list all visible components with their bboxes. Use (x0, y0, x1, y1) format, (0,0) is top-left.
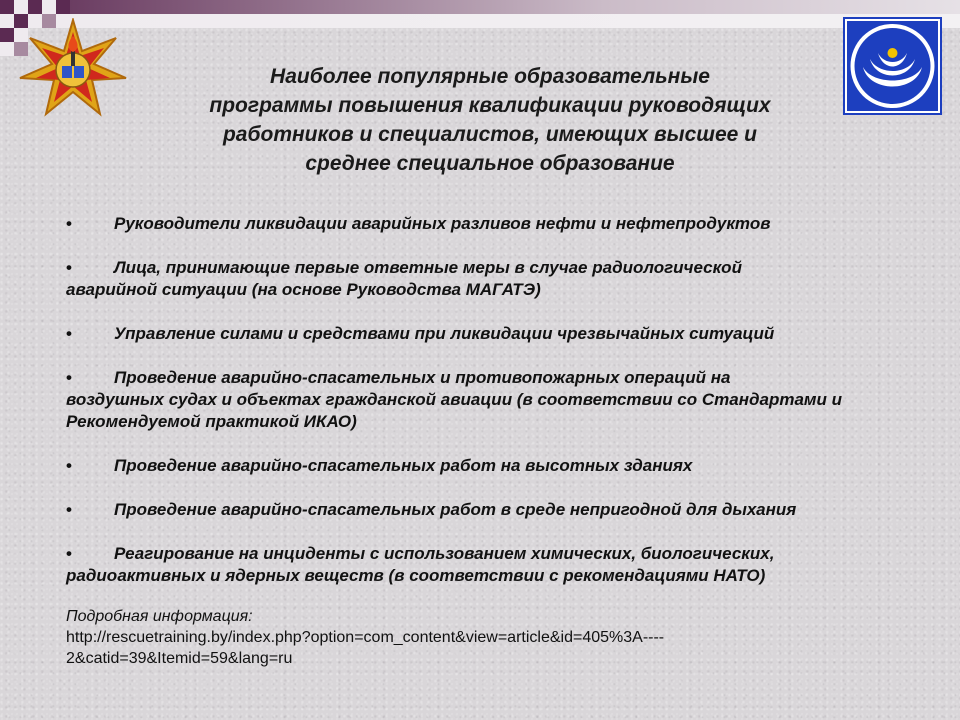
top-gradient-bar (70, 0, 960, 14)
mchs-emblem-star-icon (18, 18, 128, 118)
title-line: программы повышения квалификации руководящих (209, 94, 771, 117)
bullet-icon: • (66, 368, 72, 387)
more-info (66, 606, 866, 669)
list-item-text: Проведение аварийно-спасательных работ на высотных зданиях (114, 456, 693, 475)
list-item (66, 455, 916, 477)
list-item-text: Управление силами и средствами при ликвидации чрезвычайных ситуаций (114, 324, 775, 343)
list-item (66, 367, 916, 433)
list-item-text: Лица, принимающие первые ответные меры в случае радиологической (114, 258, 742, 277)
list-item (66, 257, 916, 301)
list-item (66, 213, 916, 235)
program-list (66, 213, 916, 609)
bullet-icon: • (66, 258, 72, 277)
bullet-icon: • (66, 544, 72, 563)
list-item-text-cont: радиоактивных и ядерных веществ (в соответствии с рекомендациями НАТО) (66, 566, 766, 585)
list-item-text-cont: воздушных судах и объектах гражданской авиации (в соответствии со Стандартами и Рекомендуемой практикой ИКАО) (66, 390, 842, 431)
top-gradient-bar-lower (56, 14, 960, 28)
bullet-icon: • (66, 500, 72, 519)
bullet-icon: • (66, 324, 72, 343)
title-line: среднее специальное образование (305, 152, 675, 175)
list-item-text: Проведение аварийно-спасательных и противопожарных операций на (114, 368, 731, 387)
list-item-text-cont: аварийной ситуации (на основе Руководства МАГАТЭ) (66, 280, 541, 299)
title-line: работников и специалистов, имеющих высшее и (222, 123, 757, 146)
list-item (66, 323, 916, 345)
list-item (66, 543, 916, 587)
page-title (140, 62, 840, 178)
list-item-text: Проведение аварийно-спасательных работ в среде непригодной для дыхания (114, 500, 797, 519)
list-item-text: Руководители ликвидации аварийных разливов нефти и нефтепродуктов (114, 214, 771, 233)
more-info-link[interactable]: http://rescuetraining.by/index.php?option=com_content&view=article&id=405%3A---- (66, 629, 665, 646)
bullet-icon: • (66, 214, 72, 233)
bullet-icon: • (66, 456, 72, 475)
list-item-text: Реагирование на инциденты с использованием химических, биологических, (114, 544, 775, 563)
more-info-link-cont[interactable]: 2&catid=39&Itemid=59&lang=ru (66, 650, 293, 667)
more-info-label: Подробная информация: (66, 608, 253, 625)
cis-emblem-icon (843, 17, 942, 115)
list-item (66, 499, 916, 521)
title-line: Наиболее популярные образовательные (270, 65, 710, 88)
